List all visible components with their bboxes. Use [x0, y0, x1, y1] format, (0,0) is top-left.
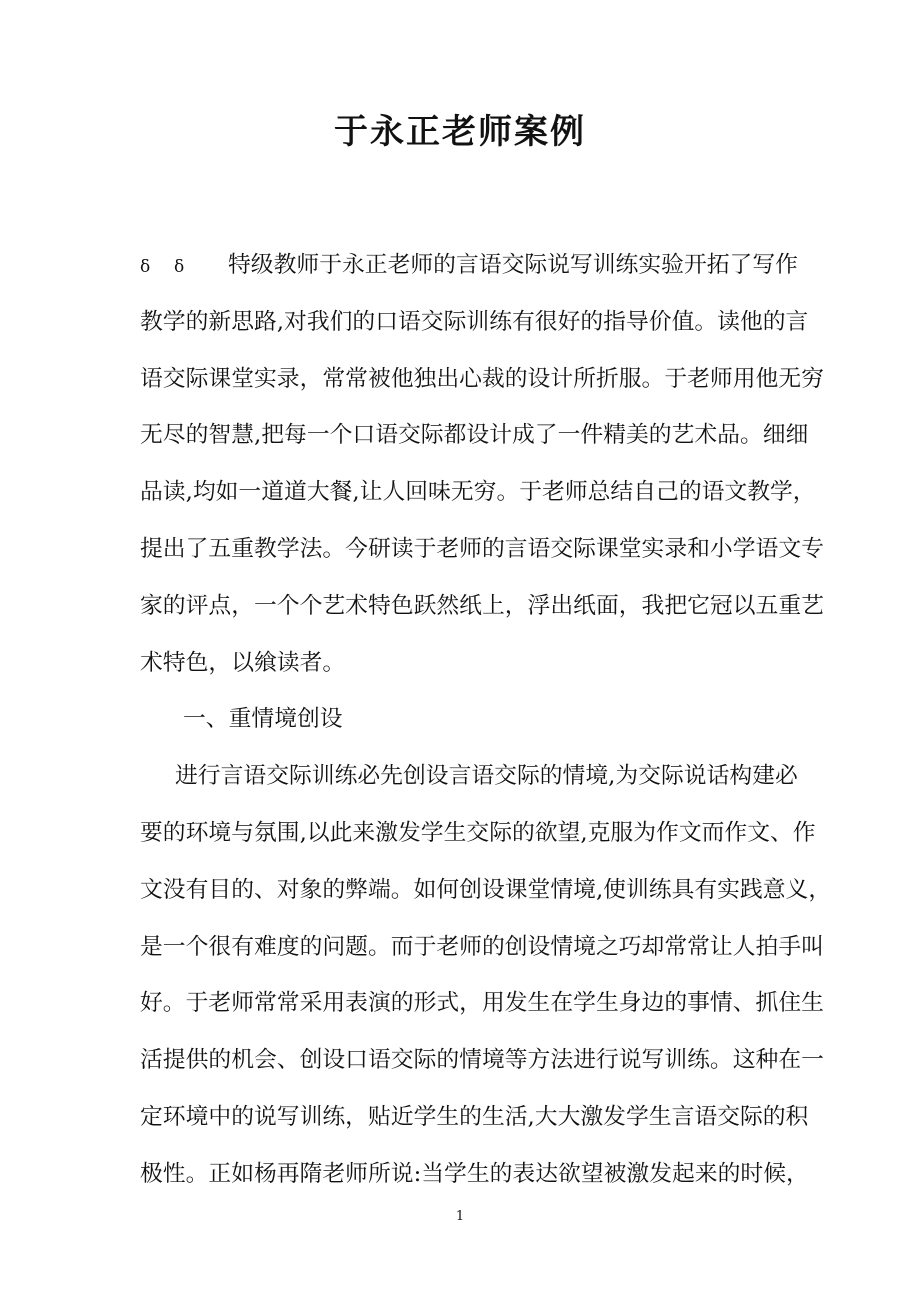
- paragraph-line: 品读,均如一道道大餐,让人回味无穷。于老师总结自己的语文教学，: [140, 479, 816, 506]
- paragraph-line: 极性。正如杨再隋老师所说:当学生的表达欲望被激发起来的时候，: [140, 1160, 809, 1187]
- paragraph-line: 活提供的机会、创设口语交际的情境等方法进行说写训练。这种在一: [140, 1047, 824, 1074]
- bullet-markers: [140, 237, 228, 296]
- marker-glyph: ẟ: [140, 257, 151, 277]
- paragraph-line: [140, 748, 798, 805]
- paragraph-line: 文没有目的、对象的弊端。如何创设课堂情境,使训练具有实践意义，: [140, 876, 832, 903]
- paragraph-text: 进行言语交际训练必先创设言语交际的情境,为交际说话构建必: [175, 763, 798, 790]
- paragraph-line: 家的评点，一个个艺术特色跃然纸上，浮出纸面，我把它冠以五重艺: [140, 592, 824, 619]
- paragraph-line: 定环境中的说写训练，贴近学生的生活,大大激发学生言语交际的积: [140, 1103, 809, 1130]
- paragraph-line: 好。于老师常常采用表演的形式，用发生在学生身边的事情、抓住生: [140, 990, 824, 1017]
- paragraph-line: 提出了五重教学法。今研读于老师的言语交际课堂实录和小学语文专: [140, 535, 824, 562]
- section-heading: [140, 691, 780, 748]
- paragraph-line: 要的环境与氛围,以此来激发学生交际的欲望,克服为作文而作文、作: [140, 819, 816, 846]
- paragraph-text: 特级教师于永正老师的言语交际说写训练实验开拓了写作: [228, 252, 798, 278]
- page-number: 1: [455, 1209, 465, 1224]
- paragraph-line: 术特色，以飨读者。: [140, 649, 346, 676]
- document-body: [140, 237, 832, 1203]
- paragraph-line: 语交际课堂实录，常常被他独出心裁的设计所折服。于老师用他无穷: [140, 365, 824, 392]
- paragraph-line: 教学的新思路,对我们的口语交际训练有很好的指导价值。读他的言: [140, 308, 809, 335]
- paragraph-line: 是一个很有难度的问题。而于老师的创设情境之巧却常常让人拍手叫: [140, 933, 824, 960]
- marker-glyph: ẟ: [174, 257, 185, 277]
- paragraph-line: [140, 237, 798, 294]
- section-heading-text: 一、重情境创设: [183, 706, 343, 733]
- document-title: 于永正老师案例: [334, 112, 586, 152]
- paragraph-line: 无尽的智慧,把每一个口语交际都设计成了一件精美的艺术品。细细: [140, 422, 809, 449]
